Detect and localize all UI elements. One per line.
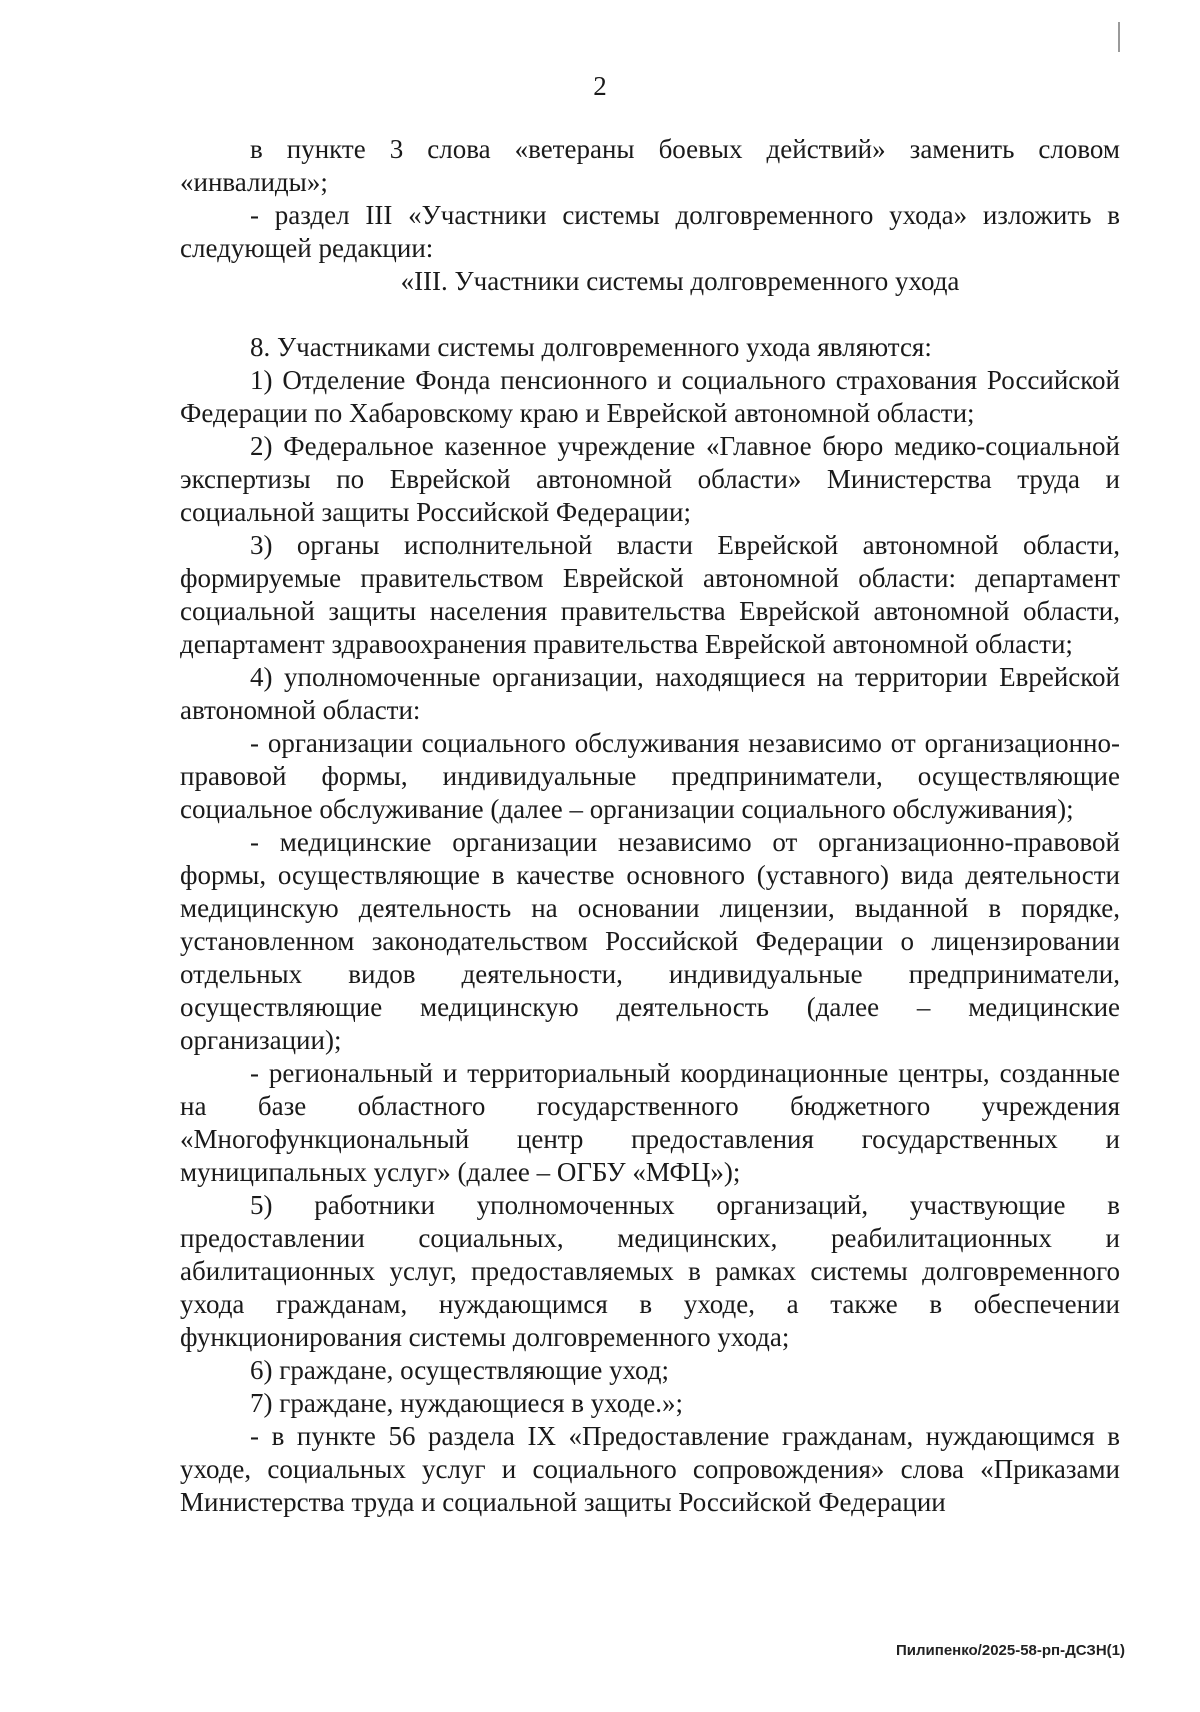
list-item-1: 1) Отделение Фонда пенсионного и социального страхования Российской Федерации по Хабаровскому краю и Еврейской автономной области; [180,365,1120,428]
sub-item-social-orgs: - организации социального обслуживания независимо от организационно-правовой формы, индивидуальные предприниматели, осуществляющие социальное обслуживание (далее – организации социального обслуживания); [180,728,1120,824]
page-number: 2 [593,71,607,101]
paragraph-amend-point-56: - в пункте 56 раздела IX «Предоставление гражданам, нуждающимся в уходе, социальных услуг и социального сопровождения» слова «Приказами Министерства труда и социальной защиты Российской Федерации [180,1421,1120,1517]
sub-item-coordination-centers: - региональный и территориальный координационные центры, созданные на базе областного государственного бюджетного учреждения «Многофункциональный центр предоставления государственных и муниципальных услуг» (далее – ОГБУ «МФЦ»); [180,1058,1120,1187]
list-item-4: 4) уполномоченные организации, находящиеся на территории Еврейской автономной области: [180,662,1120,725]
document-body [180,133,1120,1519]
list-item-6: 6) граждане, осуществляющие уход; [250,1355,670,1385]
list-item-2: 2) Федеральное казенное учреждение «Главное бюро медико-социальной экспертизы по Еврейской автономной области» Министерства труда и социальной защиты Российской Федерации; [180,431,1120,527]
paragraph-section-3-intro: - раздел III «Участники системы долговременного ухода» изложить в следующей редакции: [180,200,1120,263]
list-item-7: 7) граждане, нуждающиеся в уходе.»; [250,1388,683,1418]
section-heading: «III. Участники системы долговременного ухода [400,266,960,296]
paragraph-amend-point-3: в пункте 3 слова «ветераны боевых действий» заменить словом «инвалиды»; [180,134,1120,197]
scan-artifact-line [1118,22,1120,52]
document-reference-code: Пилипенко/2025-58-рп-ДСЗН(1) [896,1642,1125,1659]
sub-item-medical-orgs: - медицинские организации независимо от организационно-правовой формы, осуществляющие в качестве основного (уставного) вида деятельности медицинскую деятельность на основании лицензии, выданной в порядке, установленном законодательством Российской Федерации о лицензировании отдельных видов деятельности, индивидуальные предприниматели, осуществляющие медицинскую деятельность (далее – медицинские организации); [180,827,1120,1055]
list-item-3: 3) органы исполнительной власти Еврейской автономной области, формируемые правительством Еврейской автономной области: департамент социальной защиты населения правительства Еврейской автономной области, департамент здравоохранения правительства Еврейской автономной области; [180,530,1120,659]
list-item-5: 5) работники уполномоченных организаций, участвующие в предоставлении социальных, медицинских, реабилитационных и абилитационных услуг, предоставляемых в рамках системы долговременного ухода гражданам, нуждающимся в уходе, а также в обеспечении функционирования системы долговременного ухода; [180,1190,1120,1352]
paragraph-point-8: 8. Участниками системы долговременного ухода являются: [250,332,932,362]
